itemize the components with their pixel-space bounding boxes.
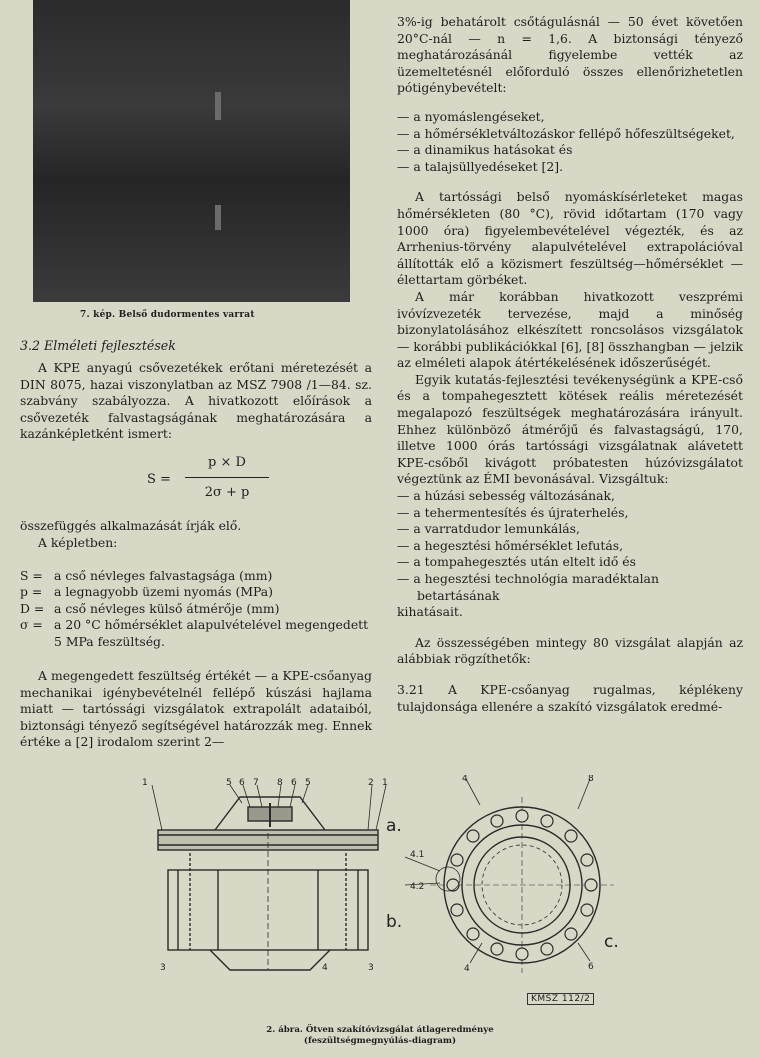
right-column (397, 14, 743, 715)
left-paragraph-4: A megengedett feszültség értékét — a KPE-csőanyag mechanikai igénybevételnél fellépő kúszási hajlama miatt — tartóssági vizsgálatok extrapolált adataiból, biztonsági tényező segítségével határozzák meg. Ennek értéke a [2] irodalom szerint 2— (20, 668, 372, 750)
figure-caption-line-2: (feszültségmegnyúlás-diagram) (303, 1036, 457, 1046)
figure-caption-line-1: 2. ábra. Ötven szakítóvizsgálat átlageredménye (266, 1025, 494, 1035)
definition-row: D = a cső névleges külső átmérője (mm) (20, 600, 280, 616)
svg-text:4.2: 4.2 (410, 882, 425, 892)
list-item: — a talajsüllyedéseket [2]. (397, 158, 564, 174)
svg-text:5: 5 (305, 778, 311, 788)
svg-text:6: 6 (588, 962, 594, 972)
left-paragraph-2: összefüggés alkalmazását írják elő. (20, 518, 242, 533)
weld-photo (33, 0, 350, 302)
figure-caption (0, 1025, 760, 1047)
list-item: — a nyomáslengéseket, (397, 108, 545, 124)
right-paragraph-5: kihatásait. (397, 604, 463, 620)
svg-text:4: 4 (462, 775, 468, 784)
weld-seam-lower (215, 205, 221, 230)
formula-numerator: p × D (208, 455, 246, 470)
fig-label-a: a. (386, 816, 402, 836)
boiler-formula (147, 455, 307, 505)
list-item: — a húzási sebesség változásának, (397, 488, 615, 504)
list-item: — a tehermentesítés és újraterhelés, (397, 504, 629, 520)
svg-text:5: 5 (226, 778, 232, 788)
svg-text:6: 6 (239, 778, 245, 788)
photo-caption: 7. kép. Belső dudormentes varrat (80, 310, 255, 320)
svg-text:8: 8 (277, 778, 283, 788)
left-column-3 (20, 668, 372, 751)
left-paragraph-1: A KPE anyagú csővezetékek erőtani méretezését a DIN 8075, hazai viszonylatban az MSZ 7908 /1—84. sz. szabvány szabályozza. A hivatkozott előírások a csővezeték falvastagságának meghatározására a kazánképletként ismert: (20, 360, 372, 442)
svg-text:3: 3 (160, 963, 166, 973)
left-column (20, 360, 372, 443)
formula-lhs: S = (147, 472, 171, 487)
list-item: — a tompahegesztés után eltelt idő és (397, 554, 636, 570)
definition-row: S = a cső névleges falvastagsága (mm) (20, 568, 273, 583)
list-item: — a hőmérsékletváltozáskor fellépő hőfeszültségeket, (397, 125, 735, 141)
fig-label-1: 1 (142, 778, 148, 788)
svg-text:2: 2 (368, 778, 374, 788)
technical-drawing (130, 775, 630, 1010)
fig-label-c: c. (604, 932, 619, 952)
right-paragraph-1: 3%-ig behatárolt csőtágulásnál — 50 évet követően 20°C-nál — n = 1,6. A biztonsági tényező meghatározásánál figyelembe vették az üzemeltetésnél előforduló összes ellenőrizhetetlen pótigénybevételt: (397, 14, 743, 96)
figure-stamp: KMSZ 112/2 (527, 993, 594, 1005)
svg-text:6: 6 (291, 778, 297, 788)
right-paragraph-3: A már korábban hivatkozott veszprémi ivóvízvezeték tervezése, majd a minőség bizonylatolásához elkészített roncsolásos vizsgálatok — korábbi publikációkkal [6], [8] összhangban — jelzik az elméleti alapok átértékelésének időszerűségét. (397, 288, 743, 371)
right-paragraph-6: Az összességében mintegy 80 vizsgálat alapján az alábbiak rögzíthetők: (397, 634, 743, 667)
right-paragraph-2: A tartóssági belső nyomáskísérleteket magas hőmérsékleten (80 °C), rövid időtartam (170 vagy 1000 óra) figyelembevételével végezték, és az Arrhenius-törvény alapulvételével extrapolációval állították elő a közismert feszültség—hőmérséklet —élettartam görbéket. (397, 189, 743, 288)
right-paragraph-7: 3.21 A KPE-csőanyag rugalmas, képlékeny tulajdonsága ellenére a szakító vizsgálatok eredmé- (397, 681, 743, 714)
list-item: — a dinamikus hatásokat és (397, 142, 573, 158)
svg-text:1: 1 (382, 778, 388, 788)
svg-text:7: 7 (253, 778, 259, 788)
fig-label-b: b. (386, 912, 403, 932)
right-paragraph-4: Egyik kutatás-fejlesztési tevékenységünk a KPE-cső és a tompahegesztett kötések reális méretezését megalapozó feszültségek meghatározására irányult. Ehhez különböző átmérőjű és falvastagságú, 170, illetve 1000 órás tartóssági vizsgálatnak alávetett KPE-csőből kivágott próbatesten húzóvizsgálatot végeztünk az ÉMI bevonásával. Vizsgáltuk: (397, 371, 743, 487)
svg-text:4.1: 4.1 (410, 850, 425, 860)
list-item: — a hegesztési hőmérséklet lefutás, (397, 537, 624, 553)
svg-text:3: 3 (368, 963, 374, 973)
left-column-2 (20, 518, 372, 551)
list-item: — a varratdudor lemunkálás, (397, 521, 580, 537)
formula-fraction-bar (185, 477, 269, 478)
definitions-list (20, 568, 372, 650)
definition-row: σ = a 20 °C hőmérséklet alapulvételével megengedett 5 MPa feszültség. (20, 617, 369, 649)
formula-denominator: 2σ + p (204, 485, 250, 500)
svg-text:4: 4 (464, 964, 470, 974)
section-heading: 3.2 Elméleti fejlesztések (20, 338, 176, 353)
right-list-2 (397, 488, 743, 604)
svg-text:4: 4 (322, 963, 328, 973)
left-paragraph-3: A képletben: (38, 534, 118, 550)
weld-seam-upper (215, 92, 221, 120)
list-item: — a hegesztési technológia maradéktalan betartásának (397, 571, 659, 603)
svg-text:8: 8 (588, 775, 594, 784)
right-list-1 (397, 109, 743, 175)
definition-row: p = a legnagyobb üzemi nyomás (MPa) (20, 584, 274, 600)
